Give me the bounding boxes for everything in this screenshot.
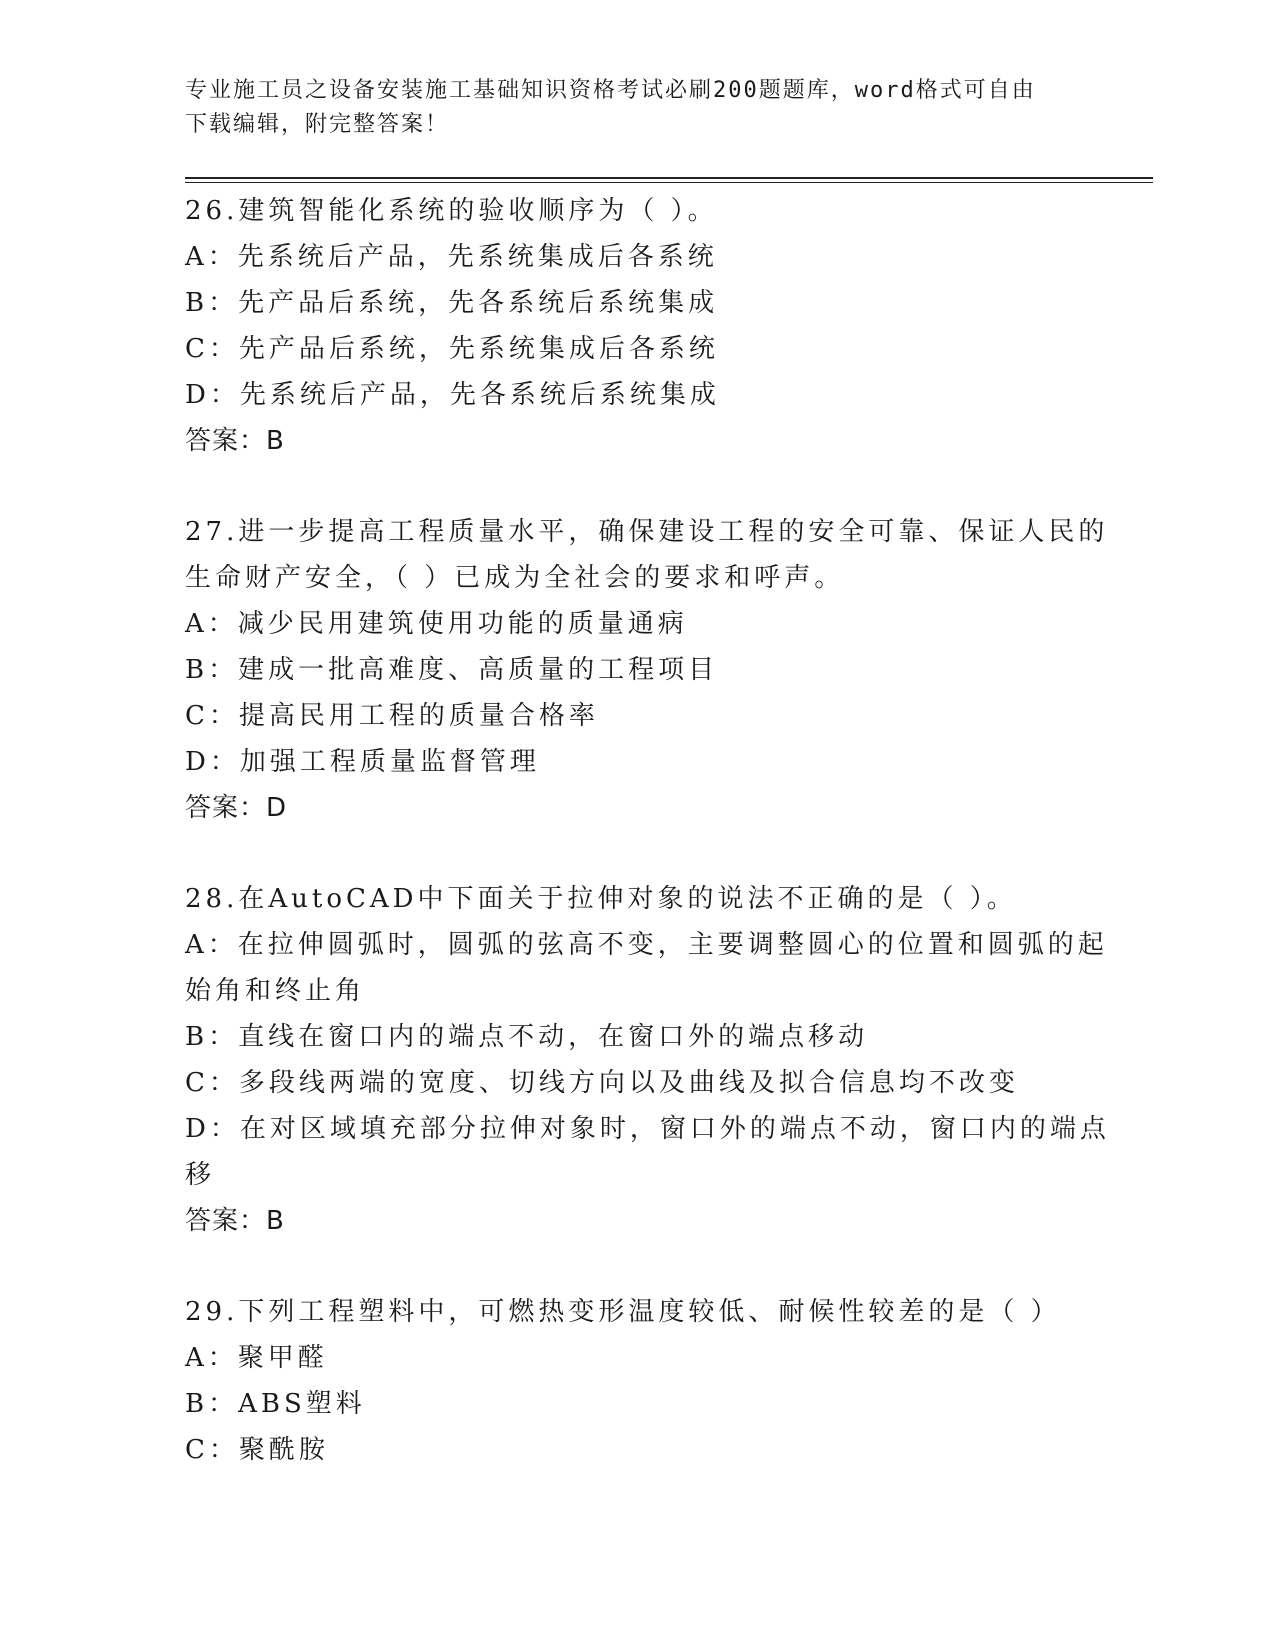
option-d-continued: 移: [185, 1160, 216, 1190]
option-c: C：提高民用工程的质量合格率: [185, 701, 599, 731]
answer-text: 答案：D: [185, 793, 288, 823]
header-line-2: 下载编辑，附完整答案！: [185, 112, 450, 137]
option-a-continued: 始角和终止角: [185, 976, 366, 1006]
question-spacer: [185, 831, 1085, 876]
header-divider-thick: [185, 177, 1153, 179]
question-stem: 29.下列工程塑料中，可燃热变形温度较低、耐候性较差的是（ ）: [185, 1297, 1061, 1327]
option-a: A：减少民用建筑使用功能的质量通病: [185, 609, 688, 639]
option-d: D：在对区域填充部分拉伸对象时，窗口外的端点不动，窗口内的端点: [185, 1114, 1110, 1144]
question-spacer: [185, 464, 1085, 509]
option-d: D：先系统后产品，先各系统后系统集成: [185, 380, 720, 410]
option-c: C：聚酰胺: [185, 1435, 329, 1465]
option-c: C：先产品后系统，先系统集成后各系统: [185, 334, 719, 364]
question-stem-continued: 生命财产安全，（ ）已成为全社会的要求和呼声。: [185, 563, 845, 593]
option-c: C：多段线两端的宽度、切线方向以及曲线及拟合信息均不改变: [185, 1068, 1019, 1098]
option-a: A：先系统后产品，先系统集成后各系统: [185, 242, 718, 272]
option-a: A：聚甲醛: [185, 1343, 328, 1373]
question-stem: 28.在AutoCAD中下面关于拉伸对象的说法不正确的是（ ）。: [185, 884, 1017, 914]
document-header: [185, 74, 1065, 142]
header-divider-thin: [185, 182, 1153, 183]
question-block: [185, 509, 1109, 831]
question-list: [185, 188, 1110, 1473]
answer-text: 答案：B: [185, 1206, 285, 1236]
option-b: B：先产品后系统，先各系统后系统集成: [185, 288, 719, 318]
question-spacer: [185, 1244, 1085, 1289]
question-block: [185, 876, 1110, 1244]
question-stem: 26.建筑智能化系统的验收顺序为（ ）。: [185, 196, 718, 226]
option-d: D：加强工程质量监督管理: [185, 747, 540, 777]
option-b: B：直线在窗口内的端点不动，在窗口外的端点移动: [185, 1022, 869, 1052]
option-b: B：建成一批高难度、高质量的工程项目: [185, 655, 719, 685]
question-block: [185, 1289, 1085, 1473]
option-a: A：在拉伸圆弧时，圆弧的弦高不变，主要调整圆心的位置和圆弧的起: [185, 930, 1108, 960]
question-stem: 27.进一步提高工程质量水平，确保建设工程的安全可靠、保证人民的: [185, 517, 1109, 547]
answer-text: 答案：B: [185, 426, 285, 456]
option-b: B：ABS塑料: [185, 1389, 366, 1419]
header-line-1: 专业施工员之设备安装施工基础知识资格考试必刷200题题库，word格式可自由: [185, 78, 1036, 103]
question-block: [185, 188, 1085, 464]
